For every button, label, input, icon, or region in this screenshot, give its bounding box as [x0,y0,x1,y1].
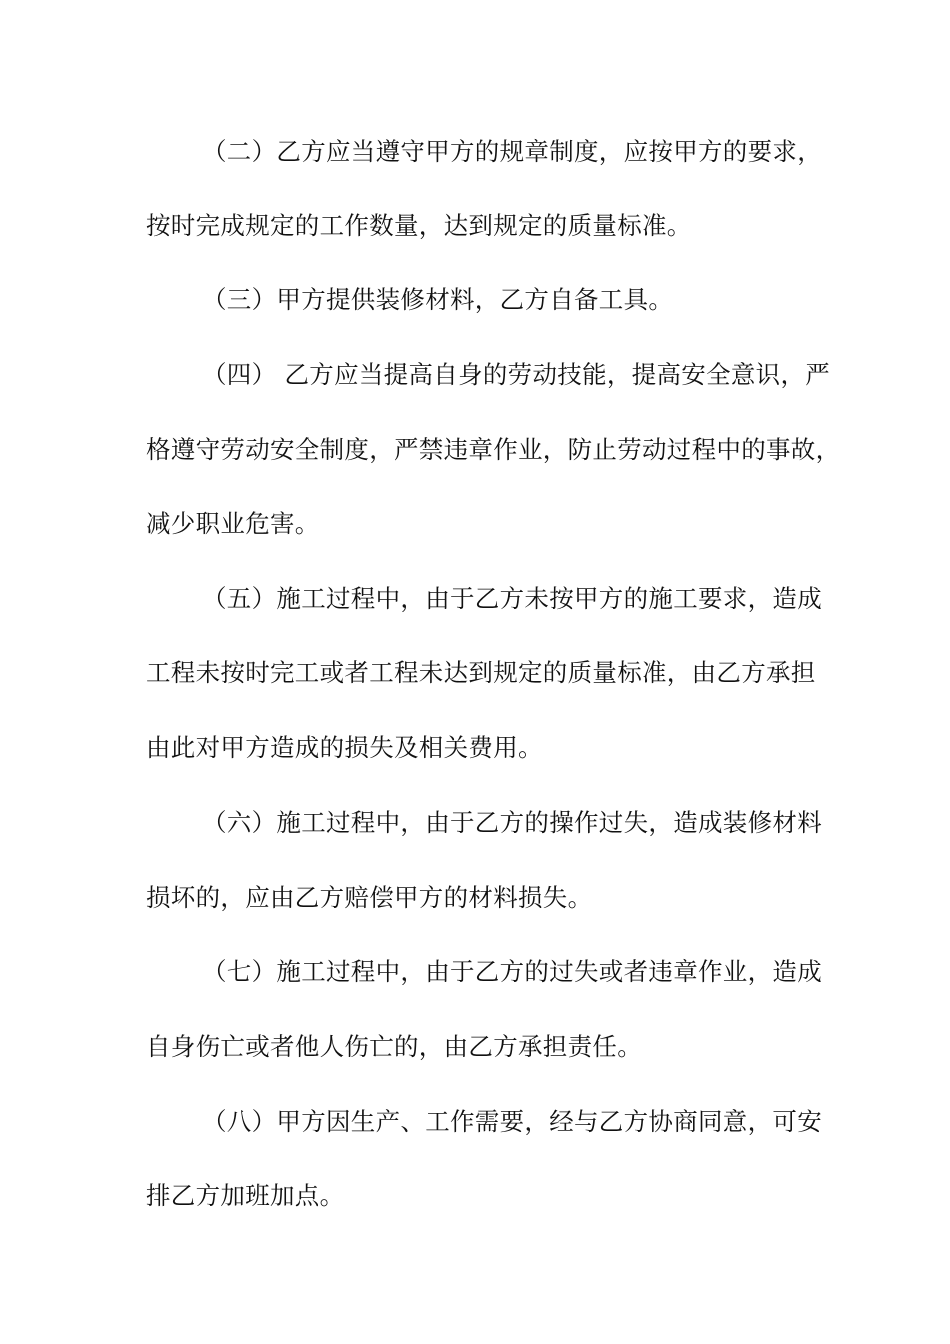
paragraph-4-line-1: （四） 乙方应当提高自身的劳动技能，提高安全意识，严 [202,360,831,389]
paragraph-6-line-1: （六）施工过程中，由于乙方的操作过失，造成装修材料 [202,808,822,837]
paragraph-3-line-1: （三）甲方提供装修材料，乙方自备工具。 [202,285,674,314]
paragraph-5-line-2: 工程未按时完工或者工程未达到规定的质量标准，由乙方承担 [146,658,816,687]
paragraph-7-line-1: （七）施工过程中，由于乙方的过失或者违章作业，造成 [202,957,822,986]
paragraph-2-line-2: 按时完成规定的工作数量，达到规定的质量标准。 [146,211,692,240]
paragraph-7-line-2: 自身伤亡或者他人伤亡的，由乙方承担责任。 [146,1032,642,1061]
paragraph-8-line-1: （八）甲方因生产、工作需要，经与乙方协商同意，可安 [202,1107,822,1136]
paragraph-5-line-3: 由此对甲方造成的损失及相关费用。 [146,733,543,762]
paragraph-4-line-2: 格遵守劳动安全制度，严禁违章作业，防止劳动过程中的事故， [146,435,841,464]
paragraph-2-line-1: （二）乙方应当遵守甲方的规章制度，应按甲方的要求， [202,137,822,166]
paragraph-6-line-2: 损坏的，应由乙方赔偿甲方的材料损失。 [146,883,593,912]
paragraph-8-line-2: 排乙方加班加点。 [146,1181,345,1210]
paragraph-4-line-3: 减少职业危害。 [146,509,320,538]
paragraph-5-line-1: （五）施工过程中，由于乙方未按甲方的施工要求，造成 [202,584,822,613]
